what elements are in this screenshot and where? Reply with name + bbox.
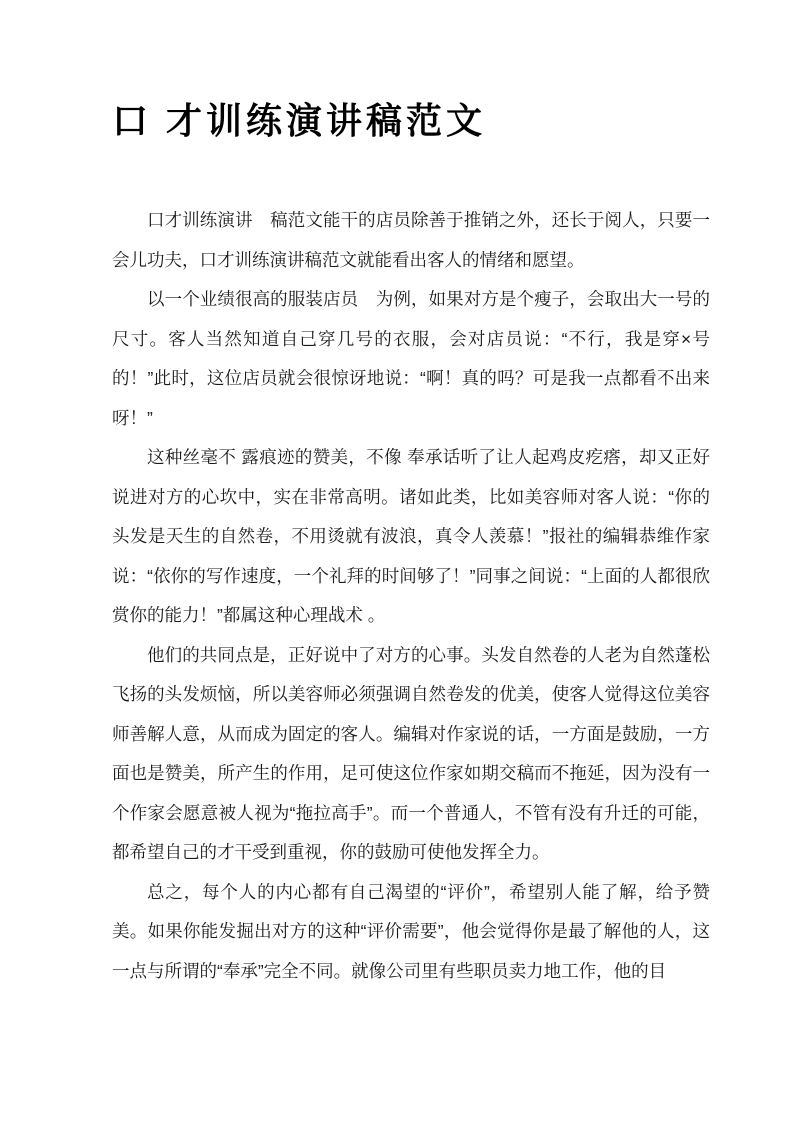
document-title: 口 才训练演讲稿范文 bbox=[112, 100, 487, 141]
paragraph-5: 总之，每个人的内心都有自己渴望的“评价”，希望别人能了解，给予赞美。如果你能发掘出对方的这种“评价需要”，他会觉得你是最了解他的人，这一点与所谓的“奉承”完全不同。就像公司里有些职员卖力地工作，他的目 bbox=[112, 881, 710, 981]
paragraph-1: 口才训练演讲 稿范文能干的店员除善于推销之外，还长于阅人，只要一会儿功夫，口才训练演讲稿范文就能看出客人的情绪和愿望。 bbox=[112, 210, 710, 270]
document-body bbox=[112, 201, 710, 991]
paragraph-3: 这种丝毫不 露痕迹的赞美，不像 奉承话听了让人起鸡皮疙瘩，却又正好说进对方的心坎中，实在非常高明。诸如此类，比如美容师对客人说：“你的头发是天生的自然卷，不用烫就有波浪，真令人羡慕！”报社的编辑恭维作家说：“依你的写作速度，一个礼拜的时间够了！”同事之间说：“上面的人都很欣赏你的能力！”都属这种心理战术 。 bbox=[112, 447, 710, 625]
paragraph-4: 他们的共同点是，正好说中了对方的心事。头发自然卷的人老为自然蓬松飞扬的头发烦恼，所以美容师必须强调自然卷发的优美，使客人觉得这位美容师善解人意，从而成为固定的客人。编辑对作家说的话，一方面是鼓励，一方面也是赞美，所产生的作用，足可使这位作家如期交稿而不拖延，因为没有一个作家会愿意被人视为“拖拉高手”。而一个普通人，不管有没有升迁的可能，都希望自己的才干受到重视，你的鼓励可使他发挥全力。 bbox=[112, 644, 710, 862]
paragraph-2: 以一个业绩很高的服装店员 为例，如果对方是个瘦子，会取出大一号的尺寸。客人当然知道自己穿几号的衣服，会对店员说：“不行，我是穿×号的！”此时，这位店员就会很惊讶地说：“啊！真的吗？可是我一点都看不出来呀！” bbox=[112, 289, 710, 428]
